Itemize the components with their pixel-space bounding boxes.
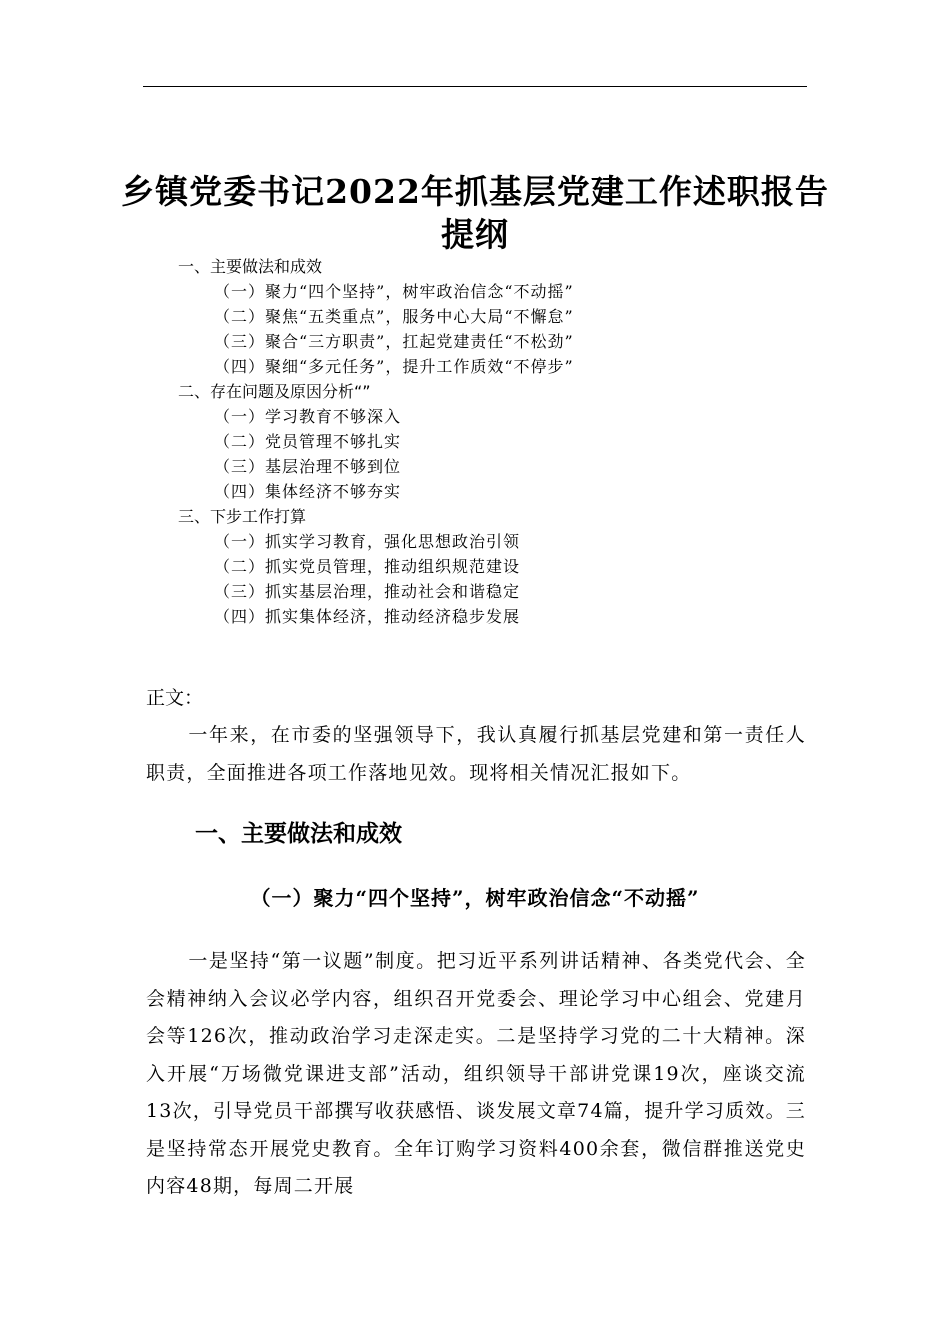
outline-section-1: 一、主要做法和成效 (178, 257, 323, 276)
outline-item: （二）聚焦“五类重点”，服务中心大局“不懈怠” (214, 307, 574, 326)
body-paragraph-text: 一是坚持“第一议题”制度。把习近平系列讲话精神、各类党代会、全会精神纳入会议必学内容，组织召开党委会、理论学习中心组会、党建月会等126次，推动政治学习走深走实。二是坚持学习党的二十大精神。深入开展“万场微党课进支部”活动，组织领导干部讲党课19次，座谈交流13次，引导党员干部撰写收获感悟、谈发展文章74篇，提升学习质效。三是坚持常态开展党史教育。全年订购学习资料400余套，微信群推送党史内容48期，每周二开展 (146, 950, 806, 1197)
outline-item: （一）聚力“四个坚持”，树牢政治信念“不动摇” (214, 282, 574, 301)
outline-section-3: 三、下步工作打算 (178, 507, 307, 526)
intro-paragraph (146, 717, 806, 792)
section-heading: 一、主要做法和成效 (195, 821, 402, 847)
outline-item: （三）基层治理不够到位 (214, 457, 402, 476)
document-title-continued: 提纲 (441, 215, 509, 254)
intro-paragraph-text: 一年来，在市委的坚强领导下，我认真履行抓基层党建和第一责任人职责，全面推进各项工作落地见效。现将相关情况汇报如下。 (146, 724, 806, 784)
header-rule (143, 86, 807, 87)
outline-item: （四）聚细“多元任务”，提升工作质效“不停步” (214, 357, 574, 376)
subsection-heading: （一）聚力“四个坚持”，树牢政治信念“不动摇” (250, 886, 700, 910)
body-label: 正文： (146, 687, 204, 709)
outline-section-2: 二、存在问题及原因分析“” (178, 382, 371, 401)
outline-item: （四）集体经济不够夯实 (214, 482, 402, 501)
outline-item: （三）抓实基层治理，推动社会和谐稳定 (214, 582, 521, 601)
outline-item: （一）抓实学习教育，强化思想政治引领 (214, 532, 521, 551)
outline-item: （三）聚合“三方职责”，扛起党建责任“不松劲” (214, 332, 574, 351)
document-title: 乡镇党委书记2022年抓基层党建工作述职报告 (121, 172, 829, 211)
outline-item: （一）学习教育不够深入 (214, 407, 402, 426)
outline-item: （二）党员管理不够扎实 (214, 432, 402, 451)
body-paragraph (146, 943, 806, 1206)
outline-item: （四）抓实集体经济，推动经济稳步发展 (214, 607, 521, 626)
outline-item: （二）抓实党员管理，推动组织规范建设 (214, 557, 521, 576)
